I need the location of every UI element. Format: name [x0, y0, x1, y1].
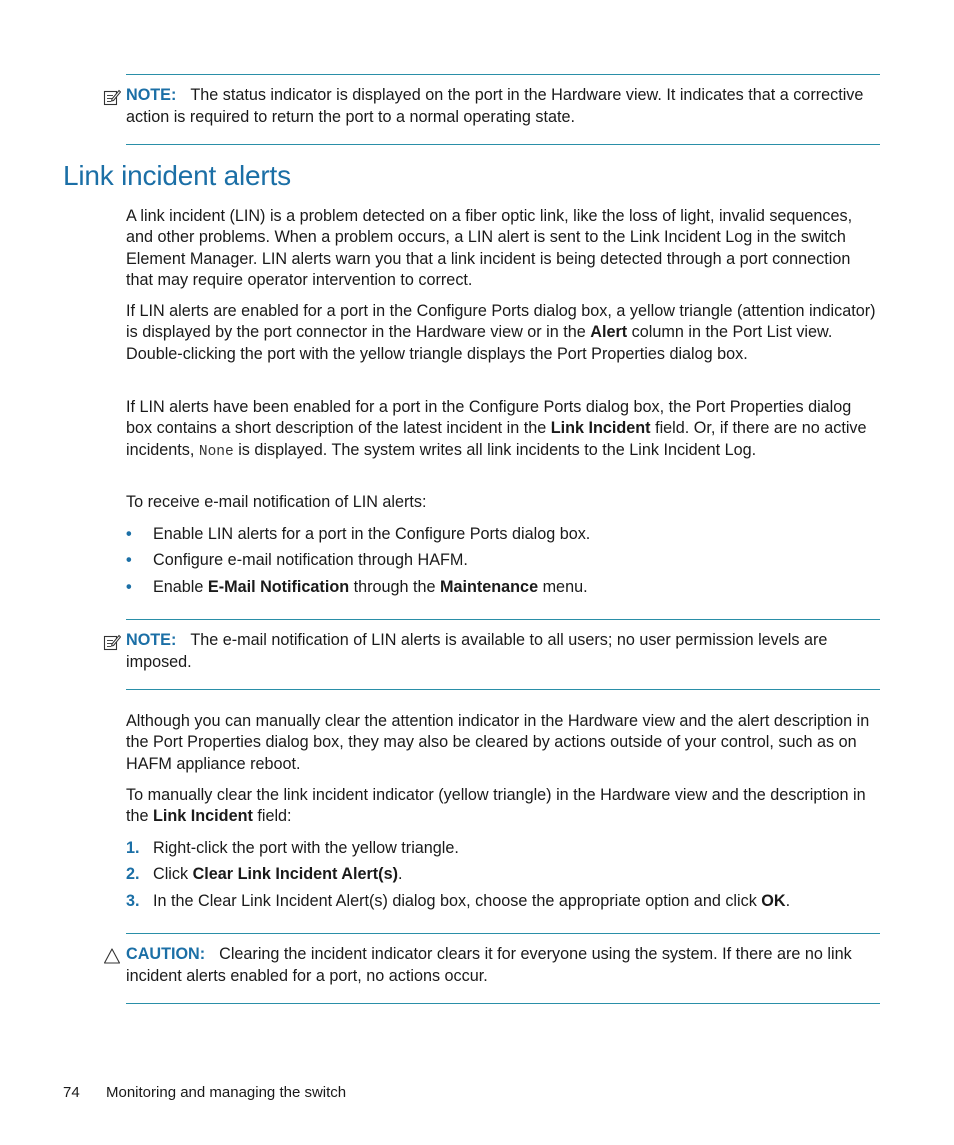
rule-bottom [126, 1003, 880, 1004]
rule-bottom [126, 689, 880, 690]
note-block [103, 630, 873, 673]
rule-top [126, 619, 880, 620]
step-item: 2. Click Clear Link Incident Alert(s). [126, 864, 878, 885]
step-number: 2. [126, 865, 140, 883]
link-incident-term: Link Incident [153, 807, 253, 826]
step-item: 1. Right-click the port with the yellow triangle. [126, 838, 878, 859]
maintenance-term: Maintenance [440, 578, 539, 596]
note-text: The status indicator is displayed on the port in the Hardware view. It indicates that a corrective action is required to return the port to a normal operating state. [126, 86, 864, 126]
note-pencil-icon [103, 88, 121, 106]
clear-alerts-term: Clear Link Incident Alert(s) [192, 865, 398, 883]
ok-term: OK [761, 892, 786, 910]
note-pencil-icon [103, 633, 121, 651]
caution-text: Clearing the incident indicator clears it for everyone using the system. If there are no link incident alerts enabled for a port, no actions occur. [126, 945, 852, 985]
rule-top [126, 74, 880, 75]
bullet-marker: • [126, 578, 132, 596]
step-item: 3. In the Clear Link Incident Alert(s) dialog box, choose the appropriate option and click OK. [126, 891, 878, 912]
paragraph-email-intro: To receive e-mail notification of LIN alerts: [126, 493, 427, 511]
page-number: 74 [63, 1084, 80, 1101]
caution-block [103, 944, 873, 987]
none-code: None [198, 443, 234, 460]
link-incident-term: Link Incident [550, 419, 651, 438]
paragraph-clear-steps-intro: To manually clear the link incident indicator (yellow triangle) in the Hardware view and the description in the Link Incident field: [126, 786, 866, 826]
paragraph-intro: A link incident (LIN) is a problem detected on a fiber optic link, like the loss of light, invalid sequences, and other problems. When a problem occurs, a LIN alert is sent to the Link Incident Log in the switch Element Manager. LIN alerts warn you that a link incident is being detected through a port connection that may require operator intervention to correct. [126, 207, 853, 289]
caution-label: CAUTION: [126, 945, 206, 963]
paragraph-alert-indicator: If LIN alerts are enabled for a port in the Configure Ports dialog box, a yellow triangle (attention indicator) is displayed by the port connector in the Hardware view or in the Alert column in the Port List view. Double-clicking the port with the yellow triangle displays the Port Properties dialog box. [126, 302, 876, 363]
bullet-marker: • [126, 551, 132, 569]
rule-top [126, 933, 880, 934]
step-number: 1. [126, 839, 140, 857]
note-text: The e-mail notification of LIN alerts is available to all users; no user permission levels are imposed. [126, 631, 828, 671]
note-block [103, 85, 873, 128]
step-number: 3. [126, 892, 140, 910]
rule-bottom [126, 144, 880, 145]
bullet-marker: • [126, 525, 132, 543]
paragraph-port-properties: If LIN alerts have been enabled for a port in the Configure Ports dialog box, the Port Properties dialog box contains a short description of the latest incident in the Link Incident field. Or, if there are no active incidents, None is displayed. The system writes all link incidents to the Link Incident Log. [126, 398, 867, 460]
footer-chapter: Monitoring and managing the switch [106, 1084, 347, 1101]
section-title: Link incident alerts [63, 160, 291, 191]
note-label: NOTE: [126, 631, 177, 649]
alert-column-term: Alert [590, 323, 628, 342]
caution-triangle-icon [103, 947, 121, 965]
note-label: NOTE: [126, 86, 177, 104]
list-item: • Enable E-Mail Notification through the Maintenance menu. [126, 577, 878, 598]
list-item: • Enable LIN alerts for a port in the Configure Ports dialog box. [126, 524, 878, 545]
paragraph-manual-clear: Although you can manually clear the attention indicator in the Hardware view and the alert description in the Port Properties dialog box, they may also be cleared by actions outside of your control, such as on HAFM appliance reboot. [126, 712, 870, 773]
email-notification-term: E-Mail Notification [207, 578, 350, 596]
list-item: • Configure e-mail notification through HAFM. [126, 550, 878, 571]
